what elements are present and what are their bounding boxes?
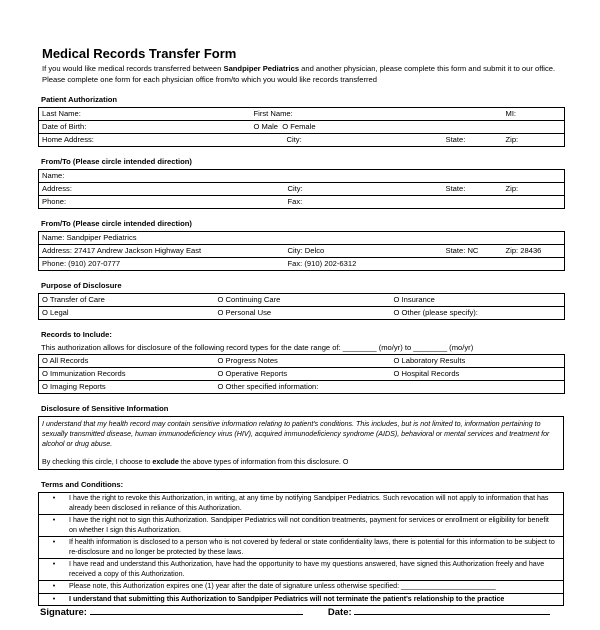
- patient-table: [38, 107, 565, 147]
- first-name-field[interactable]: First Name:: [253, 109, 293, 118]
- bullet-icon: •: [52, 538, 56, 546]
- home-address-field[interactable]: Home Address:: [39, 134, 251, 147]
- terms-item: • I understand that submitting this Authorization to Sandpiper Pediatrics will not terminate the patient's relationship to the practice: [39, 593, 563, 606]
- fromto-heading-1: From/To (Please circle intended direction): [41, 157, 192, 166]
- records-option-immunization[interactable]: O Immunization Records: [39, 368, 215, 381]
- sensitive-box: [38, 416, 564, 470]
- fromto2-zip-field: Zip: 28436: [503, 245, 565, 258]
- terms-heading: Terms and Conditions:: [41, 480, 124, 489]
- bullet-icon: •: [52, 516, 56, 524]
- records-option-lab[interactable]: O Laboratory Results: [393, 356, 466, 365]
- signature-line[interactable]: [90, 605, 303, 615]
- fromto2-state-field: State: NC: [443, 245, 503, 258]
- fromto2-address-field: Address: 27417 Andrew Jackson Highway East: [39, 245, 285, 258]
- mi-field[interactable]: MI:: [505, 109, 517, 118]
- bullet-icon: •: [52, 494, 56, 502]
- patient-heading: Patient Authorization: [41, 95, 118, 104]
- exclude-choice[interactable]: By checking this circle, I choose to exclude the above types of information from this disclosure. O: [42, 458, 349, 466]
- fromto1-fax-field[interactable]: Fax:: [285, 196, 565, 209]
- last-name-field[interactable]: Last Name:: [42, 109, 81, 118]
- bullet-icon: •: [52, 560, 56, 568]
- city-field[interactable]: City:: [251, 134, 443, 147]
- records-option-all[interactable]: O All Records: [42, 356, 89, 365]
- state-field[interactable]: State:: [443, 134, 503, 147]
- terms-box: [38, 492, 564, 606]
- purpose-option-insurance[interactable]: O Insurance: [393, 295, 435, 304]
- gender-options[interactable]: [251, 121, 565, 134]
- page-title: Medical Records Transfer Form: [42, 46, 237, 61]
- fromto-table-2: [38, 231, 565, 271]
- signature-label: Signature:: [40, 607, 87, 618]
- form-page: [38, 46, 564, 606]
- purpose-option-personal[interactable]: O Personal Use: [215, 307, 391, 320]
- fromto1-address-field[interactable]: Address:: [39, 183, 285, 196]
- records-heading: Records to Include:: [41, 330, 112, 339]
- date-label: Date:: [327, 607, 352, 618]
- records-option-hospital[interactable]: O Hospital Records: [391, 368, 565, 381]
- dob-field[interactable]: Date of Birth:: [39, 121, 251, 134]
- terms-item[interactable]: • Please note, this Authorization expires one (1) year after the date of signature unless otherwise specified: ________________________: [39, 580, 563, 593]
- fromto1-state-field[interactable]: State:: [443, 183, 503, 196]
- terms-item: • I have read and understand this Authorization, have had the opportunity to have my questions answered, have signed this Authorization freely and have received a copy of this Authorization.: [39, 558, 563, 580]
- purpose-option-transfer[interactable]: O Transfer of Care: [42, 295, 105, 304]
- fromto1-city-field[interactable]: City:: [285, 183, 443, 196]
- female-option[interactable]: O Female: [282, 122, 316, 131]
- fromto1-phone-field[interactable]: Phone:: [39, 196, 285, 209]
- male-option[interactable]: O Male: [253, 122, 278, 131]
- records-option-other[interactable]: O Other specified information:: [215, 381, 565, 394]
- fromto-heading-2: From/To (Please circle intended direction): [41, 219, 192, 228]
- fromto1-zip-field[interactable]: Zip:: [503, 183, 565, 196]
- records-table: [38, 354, 565, 394]
- intro-text: If you would like medical records transferred between Sandpiper Pediatrics and another physician, please complete this form and submit it to our office. Please complete one form for each physician office from/to which you would like records transferred: [42, 64, 556, 84]
- fromto2-fax-field: Fax: (910) 202-6312: [285, 258, 565, 271]
- fromto2-phone-field: Phone: (910) 207-0777: [39, 258, 285, 271]
- zip-field[interactable]: Zip:: [503, 134, 565, 147]
- records-option-imaging[interactable]: O Imaging Reports: [39, 381, 215, 394]
- fromto1-name-field[interactable]: Name:: [42, 171, 65, 180]
- terms-item: • I have the right to revoke this Authorization, in writing, at any time by notifying Sandpiper Pediatrics. Such revocation will not apply to information that has already been disclosed in reliance of this Authorization.: [39, 493, 563, 514]
- fromto2-city-field: City: Delco: [285, 245, 443, 258]
- signature-row: [40, 605, 580, 618]
- bullet-icon: •: [52, 594, 56, 603]
- purpose-option-continuing[interactable]: O Continuing Care: [217, 295, 281, 304]
- purpose-option-other[interactable]: O Other (please specify):: [391, 307, 565, 320]
- records-date-range[interactable]: This authorization allows for disclosure of the following record types for the date range of: ________ (mo/yr) to ________ (mo/yr): [41, 343, 474, 352]
- purpose-heading: Purpose of Disclosure: [41, 281, 122, 290]
- sensitive-heading: Disclosure of Sensitive Information: [41, 404, 169, 413]
- fromto2-name-field: Name: Sandpiper Pediatrics: [42, 233, 137, 242]
- sensitive-text: I understand that my health record may contain sensitive information relating to patient's conditions. This includes, but is not limited to, information pertaining to sexually transmitted disease, human immunodeficiency virus (HIV), acquired immunodeficiency syndrome (AIDS), behavioral or mental services and treatment for alcohol or drug abuse.: [42, 420, 550, 448]
- records-option-progress[interactable]: O Progress Notes: [217, 356, 278, 365]
- purpose-table: [38, 293, 565, 320]
- bullet-icon: •: [52, 582, 56, 590]
- fromto-table-1: [38, 169, 565, 209]
- terms-item: • If health information is disclosed to a person who is not covered by federal or state confidentiality laws, there is potential for this information to be subject to re-disclosure and no longer be protected by these laws.: [39, 536, 563, 558]
- terms-item: • I have the right not to sign this Authorization. Sandpiper Pediatrics will not condition treatments, payment for services or enrollment or eligibility for benefit on whether I sign this Authorization.: [39, 514, 563, 536]
- date-line[interactable]: [354, 605, 550, 615]
- records-option-operative[interactable]: O Operative Reports: [215, 368, 391, 381]
- purpose-option-legal[interactable]: O Legal: [39, 307, 215, 320]
